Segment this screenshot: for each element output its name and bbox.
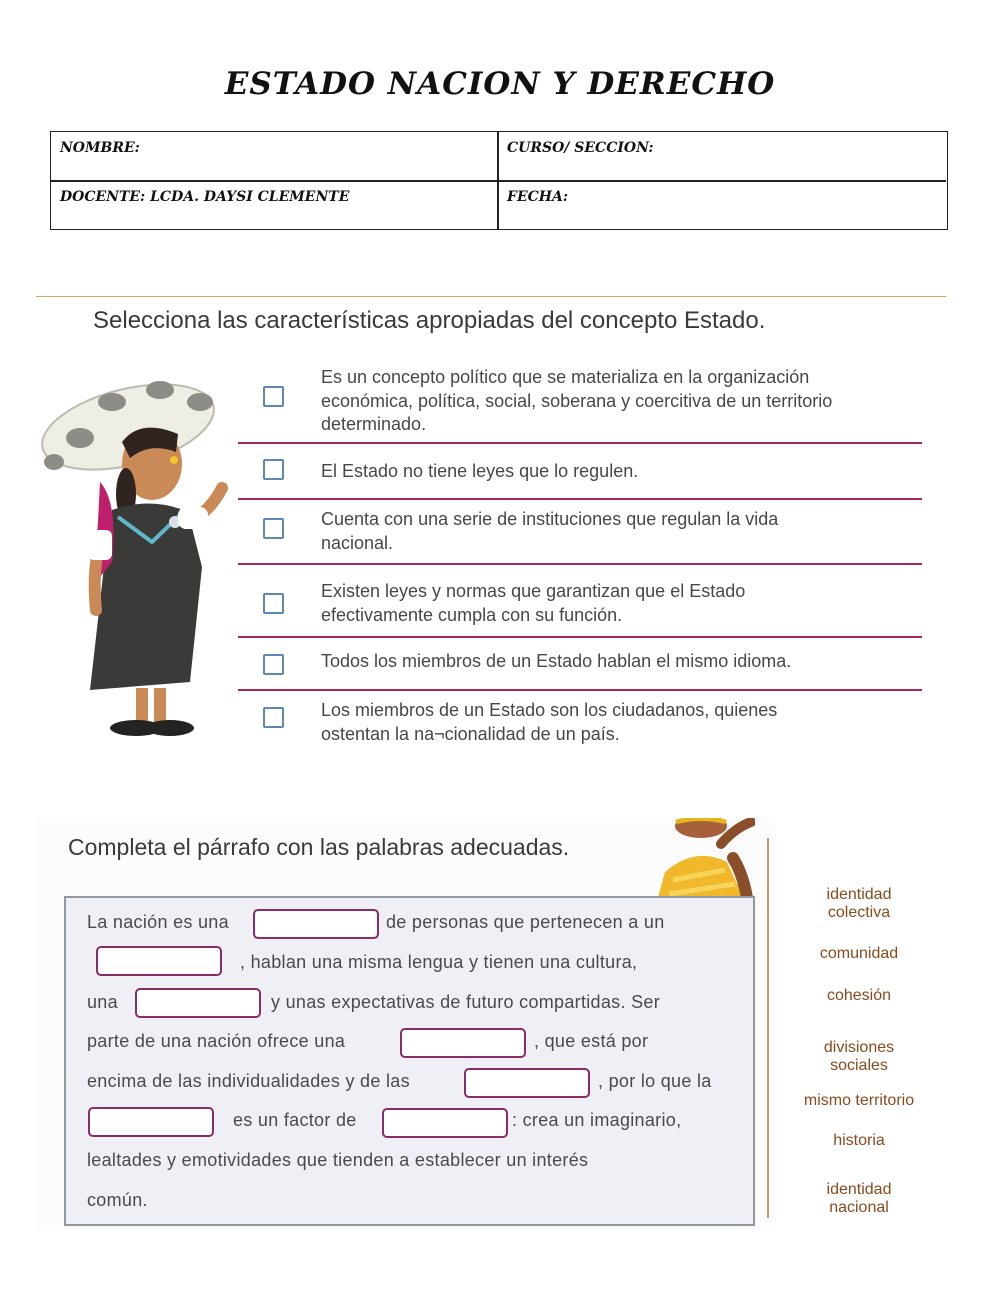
option-1 (238, 364, 922, 444)
word-line: identidad (826, 1181, 892, 1198)
page-title: ESTADO NACION Y DERECHO (224, 66, 776, 102)
word-line: sociales (830, 1057, 888, 1074)
fecha-field[interactable] (498, 181, 946, 229)
blank-5[interactable] (464, 1068, 590, 1098)
option-5-text-line1: Todos los miembros de un Estado hablan el mismo idioma. (321, 651, 792, 671)
curso-label: CURSO/ SECCION: (507, 140, 654, 156)
paragraph-text: , por lo que la (598, 1071, 712, 1091)
word-line: comunidad (819, 945, 899, 962)
word-bank-item[interactable] (784, 1092, 934, 1110)
word-bank-item[interactable] (784, 1181, 934, 1217)
option-4 (238, 565, 922, 638)
section1-heading: Selecciona las características apropiadas del concepto Estado. (93, 307, 766, 334)
option-6-checkbox[interactable] (263, 707, 284, 728)
word-line: nacional (829, 1199, 889, 1216)
paragraph-text: una (87, 992, 118, 1012)
word-bank-item[interactable] (784, 886, 934, 922)
word-bank-item[interactable] (784, 1039, 934, 1075)
blank-2[interactable] (96, 946, 222, 976)
option-5 (238, 638, 922, 691)
option-3-text-line2: nacional. (321, 532, 394, 553)
nombre-label: NOMBRE: (60, 140, 140, 156)
option-1-text-line1: Es un concepto político que se materializa en la organización (321, 367, 810, 387)
blank-1[interactable] (253, 909, 379, 939)
option-4-text-line1: Existen leyes y normas que garantizan que el Estado (321, 581, 746, 601)
blank-7[interactable] (382, 1108, 508, 1138)
option-4-checkbox[interactable] (263, 593, 284, 614)
paragraph-text: común. (87, 1190, 148, 1210)
fecha-label: FECHA: (507, 189, 569, 205)
paragraph-text: : crea un imaginario, (512, 1110, 682, 1130)
student-info-table (50, 131, 948, 230)
option-2-checkbox[interactable] (263, 459, 284, 480)
paragraph-text: encima de las individualidades y de las (87, 1071, 410, 1091)
word-bank-item[interactable] (784, 987, 934, 1005)
paragraph-text: La nación es una (87, 912, 229, 932)
word-line: mismo territorio (803, 1092, 915, 1109)
option-2-text-line1: El Estado no tiene leyes que lo regulen. (321, 461, 639, 481)
word-bank-item[interactable] (784, 1132, 934, 1150)
word-bank-item[interactable] (784, 945, 934, 963)
option-1-text-line3: determinado. (321, 414, 427, 434)
option-4-text-line2: efectivamente cumpla con su función. (321, 604, 623, 625)
paragraph-text: y unas expectativas de futuro compartidas. Ser (271, 992, 660, 1012)
option-1-text-line2: económica, política, social, soberana y coercitiva de un territorio (321, 390, 833, 411)
option-6-text-line2: ostentan la na¬cionalidad de un país. (321, 723, 620, 744)
paragraph-text: , que está por (534, 1031, 649, 1051)
option-6 (238, 691, 922, 751)
nombre-field[interactable] (51, 132, 497, 180)
blank-4[interactable] (400, 1028, 526, 1058)
word-line: divisiones (823, 1039, 895, 1056)
word-line: colectiva (827, 904, 891, 921)
docente-label: DOCENTE: LCDA. DAYSI CLEMENTE (60, 189, 350, 205)
curso-field[interactable] (498, 132, 946, 180)
paragraph-text: , hablan una misma lengua y tienen una cultura, (240, 952, 638, 972)
option-5-checkbox[interactable] (263, 654, 284, 675)
docente-field (51, 181, 497, 229)
word-line: historia (833, 1132, 885, 1149)
blank-6[interactable] (88, 1107, 214, 1137)
option-3-text-line1: Cuenta con una serie de instituciones que regulan la vida (321, 509, 779, 529)
paragraph-text: lealtades y emotividades que tienden a establecer un interés (87, 1150, 589, 1170)
girl-illustration (40, 372, 235, 742)
option-1-checkbox[interactable] (263, 386, 284, 407)
paragraph-text: de personas que pertenecen a un (386, 912, 665, 932)
word-bank-divider (767, 838, 769, 1218)
blank-3[interactable] (135, 988, 261, 1018)
option-3 (238, 500, 922, 565)
paragraph-text: parte de una nación ofrece una (87, 1031, 346, 1051)
section2-heading: Completa el párrafo con las palabras adecuadas. (68, 834, 570, 860)
option-3-checkbox[interactable] (263, 518, 284, 539)
word-line: cohesión (826, 987, 892, 1004)
paragraph-text: es un factor de (233, 1110, 357, 1130)
option-6-text-line1: Los miembros de un Estado son los ciudadanos, quienes (321, 700, 778, 720)
option-2 (238, 444, 922, 500)
section-divider (36, 296, 946, 297)
word-line: identidad (826, 886, 892, 903)
